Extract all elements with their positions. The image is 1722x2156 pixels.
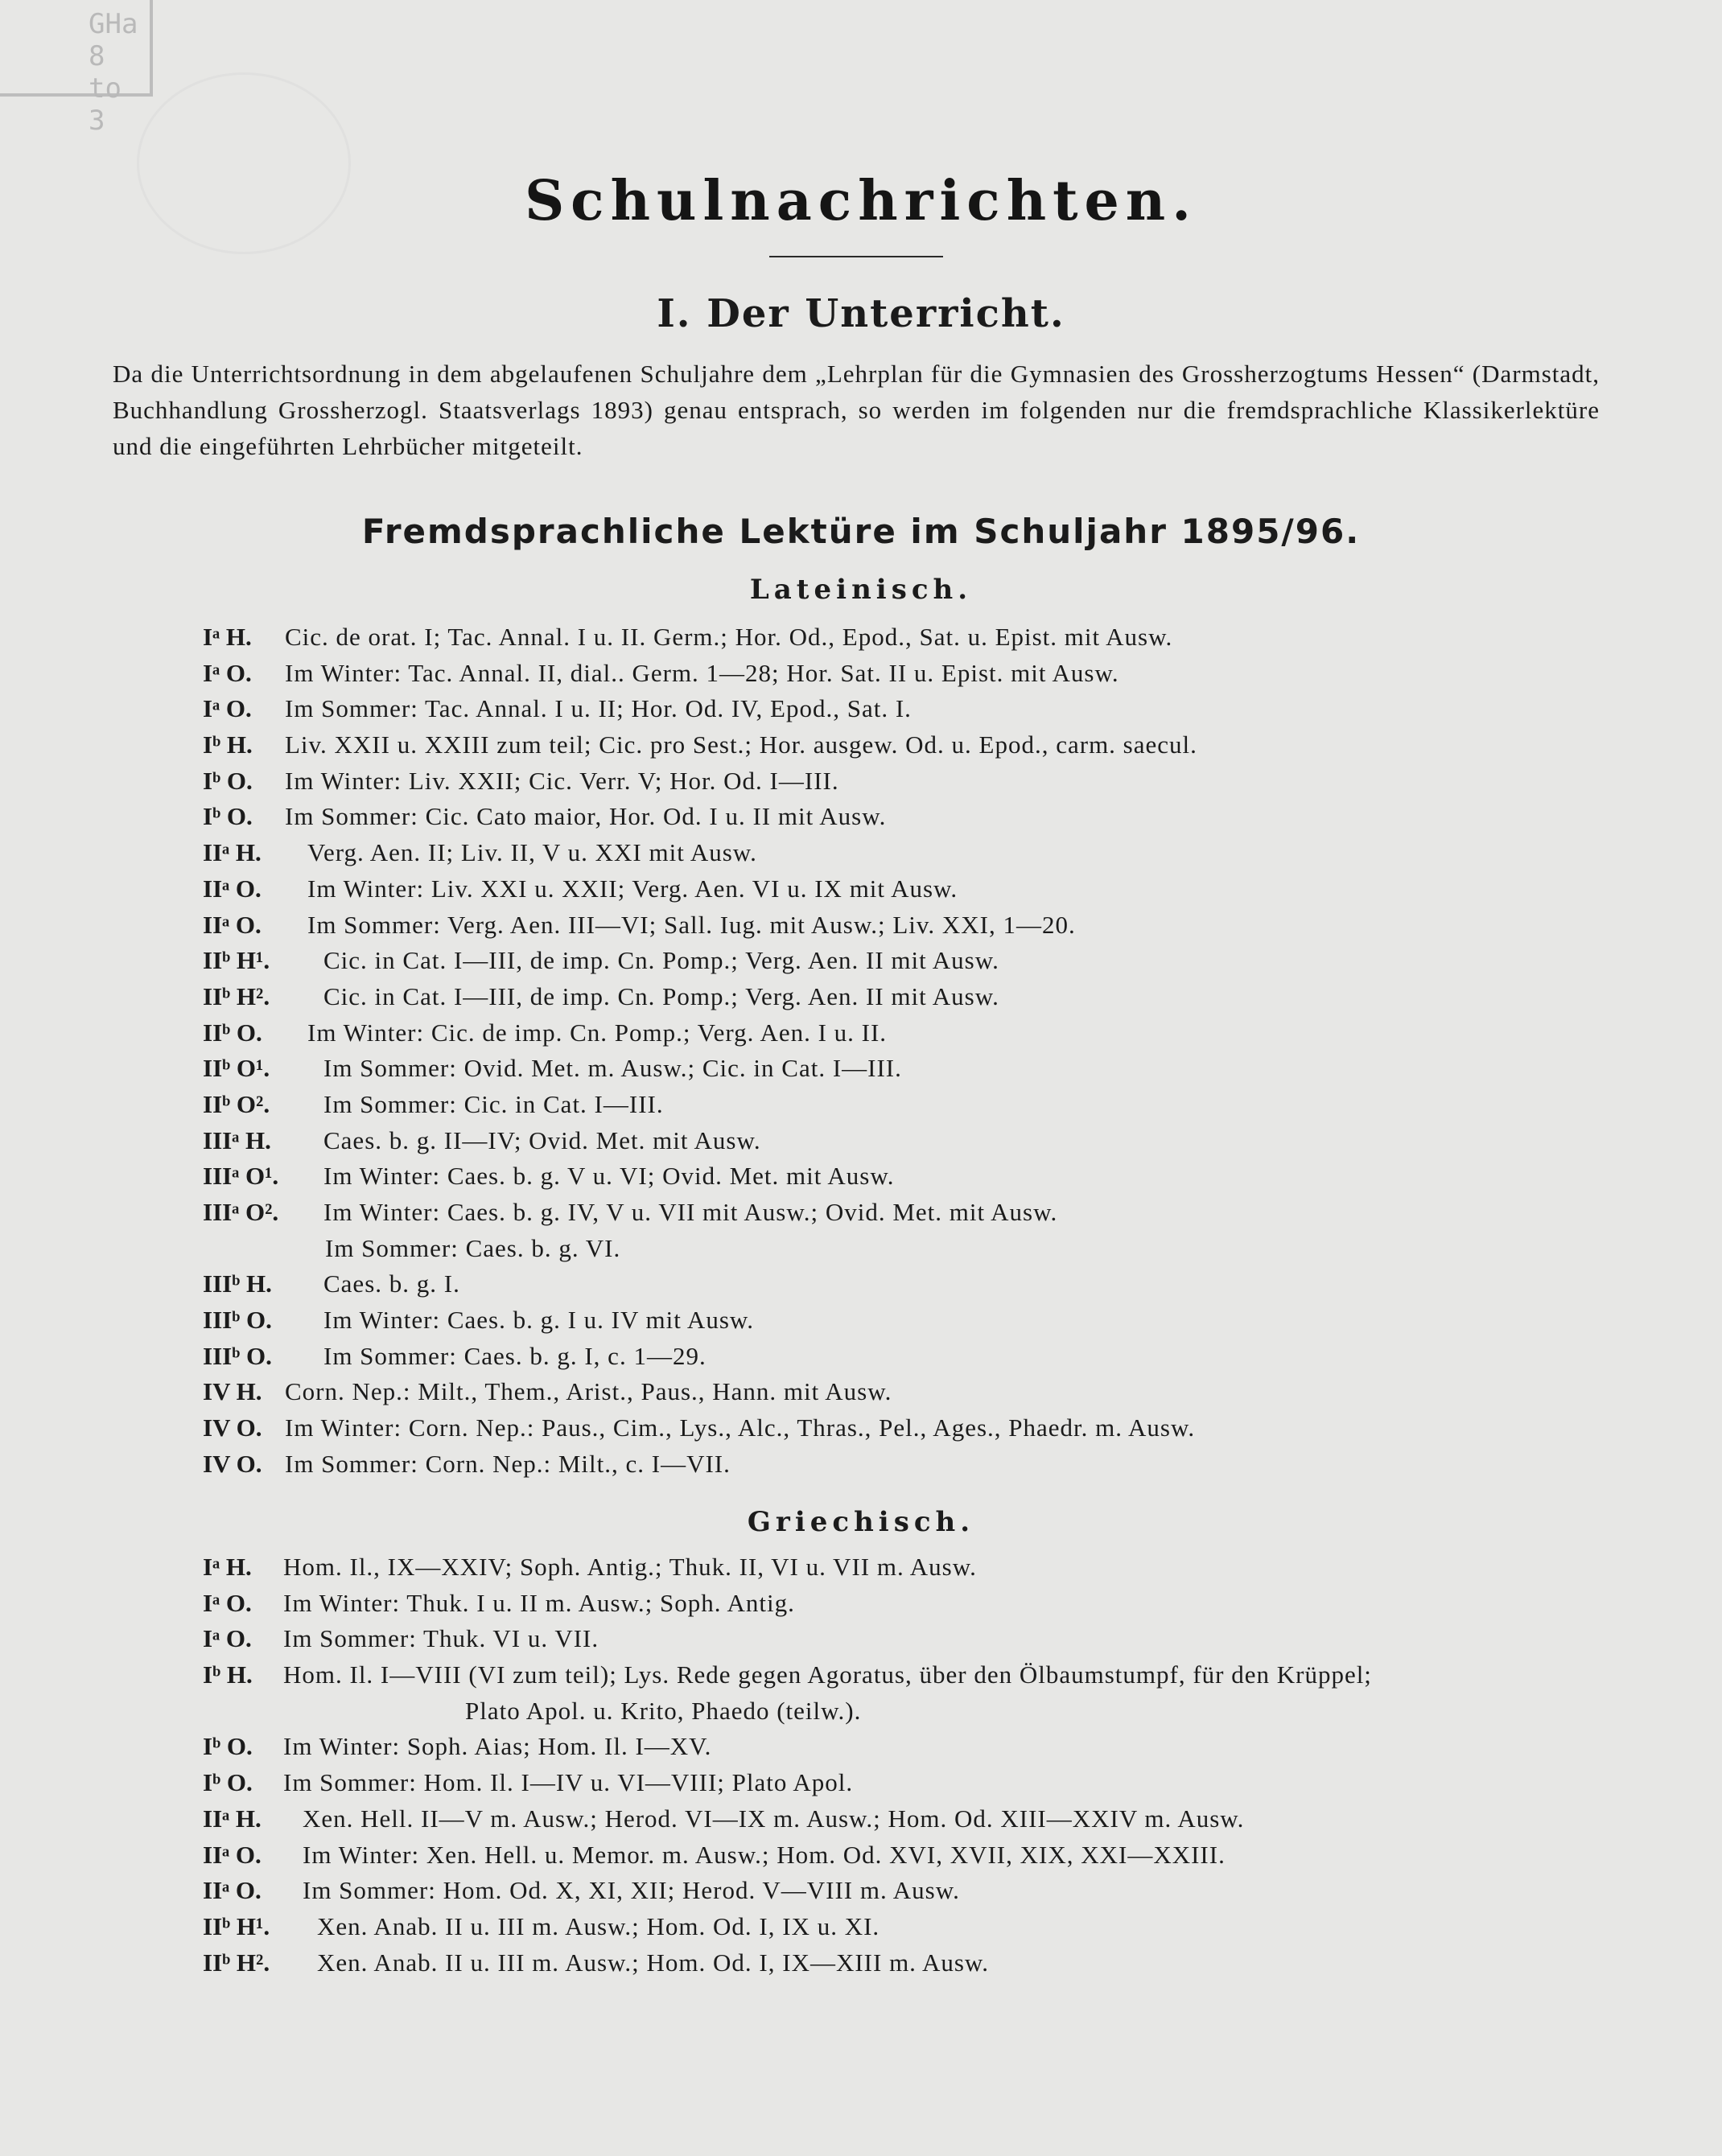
class-label: IIIᵃ O¹.: [203, 1162, 279, 1191]
reading-text: Cic. de orat. I; Tac. Annal. I u. II. Germ.; Hor. Od., Epod., Sat. u. Epist. mit Ausw.: [285, 623, 1173, 651]
latin-reading-row: [203, 1339, 1619, 1375]
reading-text: Im Sommer: Hom. Od. X, XI, XII; Herod. V—VIII m. Ausw.: [303, 1876, 960, 1905]
class-label: Iᵇ O.: [203, 802, 253, 831]
class-label: IIᵇ O¹.: [203, 1054, 270, 1083]
latin-reading-row: [203, 979, 1619, 1015]
class-label: IIᵇ H².: [203, 1948, 270, 1977]
latin-reading-row: [203, 656, 1619, 692]
page-title: Schulnachrichten.: [525, 169, 1197, 233]
class-label: IIᵃ O.: [203, 1876, 262, 1905]
reading-text: Caes. b. g. II—IV; Ovid. Met. mit Ausw.: [323, 1125, 761, 1154]
reading-text: Im Sommer: Corn. Nep.: Milt., c. I—VII.: [285, 1449, 731, 1478]
latin-reading-row: [203, 763, 1619, 800]
class-label: IIᵇ O.: [203, 1018, 262, 1047]
latin-reading-row-continuation: [203, 1231, 1619, 1267]
reading-text: Im Sommer: Hom. Il. I—IV u. VI—VIII; Plato Apol.: [283, 1768, 854, 1797]
reading-text: Im Sommer: Thuk. VI u. VII.: [283, 1624, 599, 1653]
reading-text: Cic. in Cat. I—III, de imp. Cn. Pomp.; Verg. Aen. II mit Ausw.: [323, 946, 999, 975]
greek-heading: Griechisch.: [747, 1506, 975, 1538]
class-label: IIIᵇ O.: [203, 1306, 272, 1335]
greek-reading-row: [203, 1729, 1619, 1765]
reading-text: Im Winter: Liv. XXI u. XXII; Verg. Aen. VI u. IX mit Ausw.: [307, 874, 958, 903]
latin-reading-row: [203, 1302, 1619, 1339]
class-label: IIᵃ H.: [203, 1804, 262, 1833]
class-label: IV O.: [203, 1449, 262, 1478]
greek-reading-list: [203, 1549, 1619, 1981]
latin-reading-list: [203, 619, 1619, 1483]
reading-text: Im Winter: Corn. Nep.: Paus., Cim., Lys., Alc., Thras., Pel., Ages., Phaedr. m. Ausw.: [285, 1413, 1196, 1442]
greek-reading-row: [203, 1586, 1619, 1622]
latin-reading-row: [203, 619, 1619, 656]
latin-reading-row: [203, 1266, 1619, 1302]
latin-reading-row: [203, 691, 1619, 727]
class-label: IIᵃ H.: [203, 838, 262, 867]
reading-text-continuation: Plato Apol. u. Krito, Phaedo (teilw.).: [465, 1696, 862, 1725]
reading-text: Im Winter: Liv. XXII; Cic. Verr. V; Hor. Od. I—III.: [285, 766, 839, 795]
class-label: Iᵇ H.: [203, 730, 253, 759]
reading-text: Liv. XXII u. XXIII zum teil; Cic. pro Sest.; Hor. ausgew. Od. u. Epod., carm. saecul.: [285, 730, 1197, 759]
reading-text: Im Winter: Xen. Hell. u. Memor. m. Ausw.; Hom. Od. XVI, XVII, XIX, XXI—XXIII.: [303, 1840, 1226, 1869]
reading-text: Im Sommer: Verg. Aen. III—VI; Sall. Iug. mit Ausw.; Liv. XXI, 1—20.: [307, 910, 1076, 939]
reading-text: Im Winter: Caes. b. g. I u. IV mit Ausw.: [323, 1306, 755, 1335]
class-label: Iᵃ O.: [203, 1588, 252, 1617]
class-label: Iᵃ H.: [203, 623, 252, 651]
reading-text-continuation: Im Sommer: Caes. b. g. VI.: [325, 1233, 621, 1262]
class-label: IIIᵇ H.: [203, 1269, 272, 1298]
class-label: IIᵃ O.: [203, 1840, 262, 1869]
latin-reading-row: [203, 1374, 1619, 1410]
greek-reading-row: [203, 1621, 1619, 1657]
greek-reading-row: [203, 1801, 1619, 1837]
reading-text: Im Sommer: Ovid. Met. m. Ausw.; Cic. in Cat. I—III.: [323, 1054, 902, 1083]
class-label: Iᵃ H.: [203, 1553, 252, 1581]
class-label: IV O.: [203, 1413, 262, 1442]
class-label: Iᵇ H.: [203, 1660, 253, 1689]
reading-text: Im Sommer: Caes. b. g. I, c. 1—29.: [323, 1341, 707, 1370]
class-label: Iᵇ O.: [203, 1732, 253, 1761]
greek-reading-row-continuation: [203, 1693, 1619, 1730]
reading-text: Verg. Aen. II; Liv. II, V u. XXI mit Ausw.: [307, 838, 757, 867]
title-divider: [769, 256, 943, 257]
reading-text: Xen. Hell. II—V m. Ausw.; Herod. VI—IX m. Ausw.; Hom. Od. XIII—XXIV m. Ausw.: [303, 1804, 1245, 1833]
latin-reading-row: [203, 799, 1619, 835]
greek-reading-row: [203, 1837, 1619, 1874]
reading-text: Cic. in Cat. I—III, de imp. Cn. Pomp.; Verg. Aen. II mit Ausw.: [323, 981, 999, 1010]
greek-reading-row: [203, 1657, 1619, 1693]
reading-text: Im Winter: Soph. Aias; Hom. Il. I—XV.: [283, 1732, 712, 1761]
class-label: IIᵇ H¹.: [203, 946, 270, 975]
reading-text: Im Winter: Tac. Annal. II, dial.. Germ. 1—28; Hor. Sat. II u. Epist. mit Ausw.: [285, 658, 1119, 687]
class-label: IIIᵇ O.: [203, 1341, 272, 1370]
greek-reading-row: [203, 1873, 1619, 1909]
latin-reading-row: [203, 1446, 1619, 1483]
reading-text: Xen. Anab. II u. III m. Ausw.; Hom. Od. I, IX—XIII m. Ausw.: [317, 1948, 990, 1977]
reading-text: Corn. Nep.: Milt., Them., Arist., Paus., Hann. mit Ausw.: [285, 1377, 892, 1406]
latin-reading-row: [203, 1015, 1619, 1051]
reading-text: Caes. b. g. I.: [323, 1269, 460, 1298]
intro-paragraph: Da die Unterrichtsordnung in dem abgelaufenen Schuljahre dem „Lehrplan für die Gymnasien des Grossherzogtums Hessen“ (Darmstadt, Buchhandlung Grossherzogl. Staatsverlags 1893) genau entsprach, so werden im folgenden nur die fremdsprachliche Klassikerlektüre und die eingeführten Lehrbücher mitgeteilt.: [113, 360, 1600, 460]
latin-reading-row: [203, 1158, 1619, 1195]
class-label: IIᵇ H¹.: [203, 1911, 270, 1940]
class-label: IIIᵃ H.: [203, 1125, 271, 1154]
latin-reading-row: [203, 1087, 1619, 1123]
class-label: Iᵃ O.: [203, 694, 252, 723]
reading-text: Im Winter: Caes. b. g. V u. VI; Ovid. Met. mit Ausw.: [323, 1162, 895, 1191]
class-label: Iᵃ O.: [203, 658, 252, 687]
greek-reading-row: [203, 1945, 1619, 1981]
reading-text: Im Winter: Caes. b. g. IV, V u. VII mit Ausw.; Ovid. Met. mit Ausw.: [323, 1198, 1058, 1226]
reading-text: Im Sommer: Cic. Cato maior, Hor. Od. I u. II mit Ausw.: [285, 802, 887, 831]
latin-reading-row: [203, 1051, 1619, 1087]
reading-text: Im Winter: Cic. de imp. Cn. Pomp.; Verg. Aen. I u. II.: [307, 1018, 888, 1047]
reading-text: Xen. Anab. II u. III m. Ausw.; Hom. Od. I, IX u. XI.: [317, 1911, 880, 1940]
class-label: Iᵇ O.: [203, 1768, 253, 1797]
greek-reading-row: [203, 1549, 1619, 1586]
latin-reading-row: [203, 835, 1619, 871]
latin-reading-row: [203, 871, 1619, 907]
latin-reading-row: [203, 907, 1619, 944]
latin-reading-row: [203, 1410, 1619, 1446]
library-stamp: GHa 8 to 3: [0, 0, 153, 97]
reading-text: Im Sommer: Tac. Annal. I u. II; Hor. Od. IV, Epod., Sat. I.: [285, 694, 912, 723]
reading-text: Hom. Il., IX—XXIV; Soph. Antig.; Thuk. II, VI u. VII m. Ausw.: [283, 1553, 977, 1581]
class-label: IV H.: [203, 1377, 262, 1406]
class-label: IIᵇ O².: [203, 1089, 270, 1118]
class-label: IIᵇ H².: [203, 981, 270, 1010]
latin-reading-row: [203, 1195, 1619, 1231]
class-label: IIᵃ O.: [203, 910, 262, 939]
latin-reading-row: [203, 1123, 1619, 1159]
class-label: Iᵃ O.: [203, 1624, 252, 1653]
reading-text: Im Sommer: Cic. in Cat. I—III.: [323, 1089, 664, 1118]
greek-reading-row: [203, 1765, 1619, 1801]
lecture-heading: Fremdsprachliche Lektüre im Schuljahr 1895/96.: [361, 512, 1361, 551]
reading-text: Im Winter: Thuk. I u. II m. Ausw.; Soph. Antig.: [283, 1588, 795, 1617]
class-label: IIᵃ O.: [203, 874, 262, 903]
class-label: IIIᵃ O².: [203, 1198, 279, 1226]
class-label: Iᵇ O.: [203, 766, 253, 795]
reading-text: Hom. Il. I—VIII (VI zum teil); Lys. Rede gegen Agoratus, über den Ölbaumstumpf, für den Krüppel;: [283, 1660, 1372, 1689]
latin-heading: Lateinisch.: [749, 574, 973, 606]
latin-reading-row: [203, 727, 1619, 763]
greek-reading-row: [203, 1909, 1619, 1945]
latin-reading-row: [203, 943, 1619, 979]
section-heading: I. Der Unterricht.: [657, 291, 1065, 336]
